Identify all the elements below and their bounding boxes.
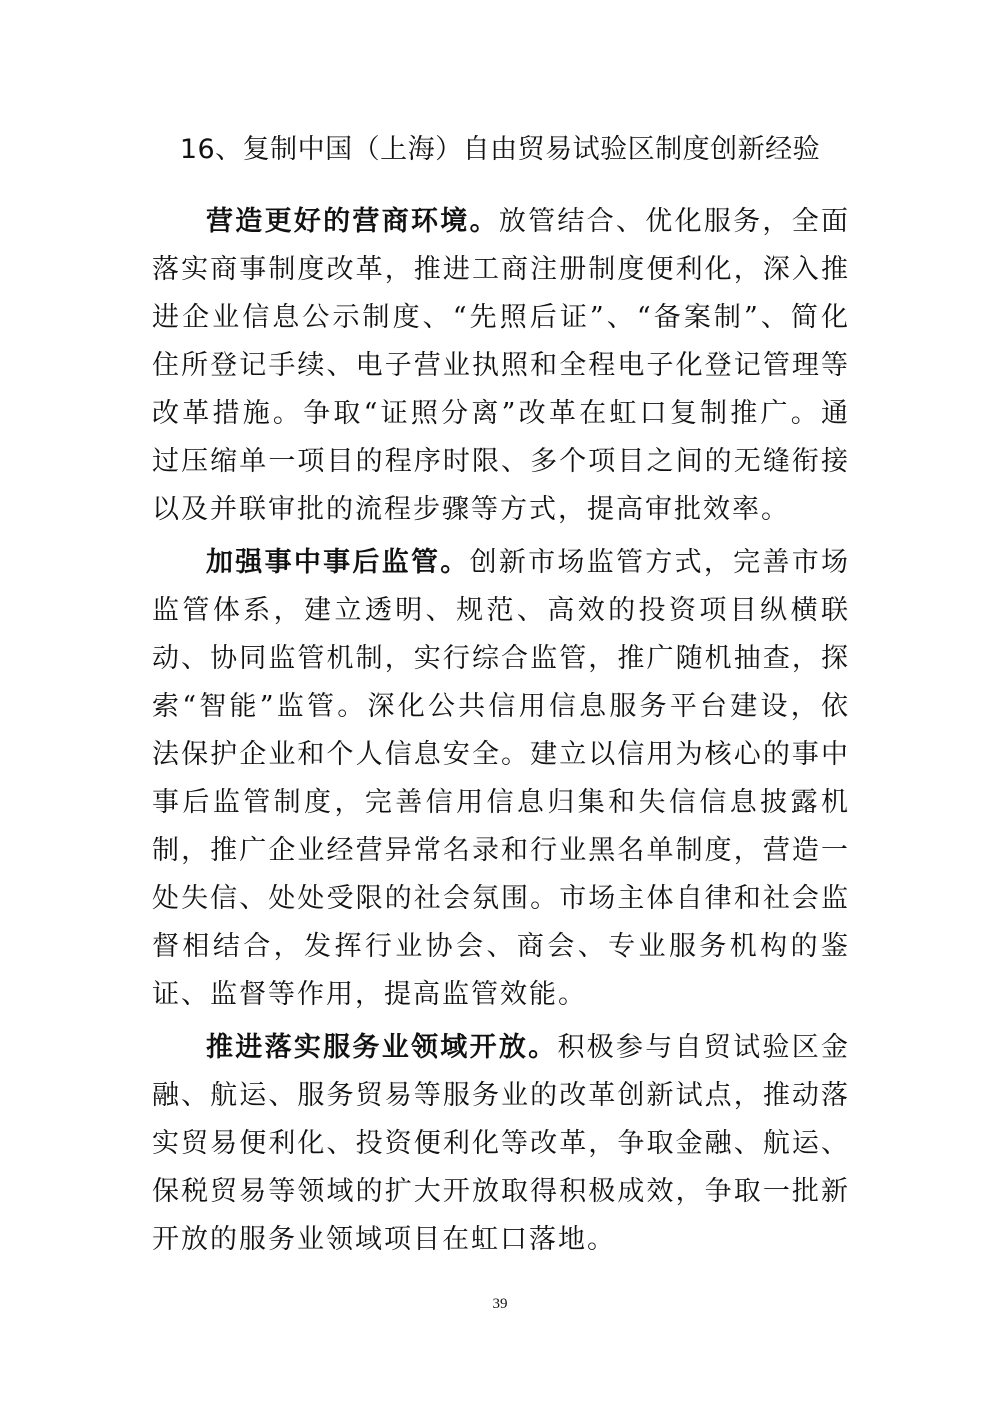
document-body — [152, 198, 850, 1264]
paragraph-supervision — [152, 539, 850, 1019]
paragraph-text: 创新市场监管方式，完善市场监管体系，建立透明、规范、高效的投资项目纵横联动、协同监管机制，实行综合监管，推广随机抽查，探索“智能”监管。深化公共信用信息服务平台建设，依法保护企业和个人信息安全。建立以信用为核心的事中事后监管制度，完善信用信息归集和失信信息披露机制，推广企业经营异常名录和行业黑名单制度，营造一处失信、处处受限的社会氛围。市场主体自律和社会监督相结合，发挥行业协会、商会、专业服务机构的鉴证、监督等作用，提高监管效能。 — [152, 547, 851, 1010]
paragraph-text: 积极参与自贸试验区金融、航运、服务贸易等服务业的改革创新试点，推动落实贸易便利化、投资便利化等改革，争取金融、航运、保税贸易等领域的扩大开放取得积极成效，争取一批新开放的服务业领域项目在虹口落地。 — [152, 1032, 851, 1255]
paragraph-lead: 推进落实服务业领域开放。 — [206, 1032, 558, 1063]
paragraph-text: 放管结合、优化服务，全面落实商事制度改革，推进工商注册制度便利化，深入推进企业信息公示制度、“先照后证”、“备案制”、简化住所登记手续、电子营业执照和全程电子化登记管理等改革措施。争取“证照分离”改革在虹口复制推广。通过压缩单一项目的程序时限、多个项目之间的无缝衔接以及并联审批的流程步骤等方式，提高审批效率。 — [152, 206, 851, 525]
paragraph-lead: 加强事中事后监管。 — [206, 547, 470, 578]
paragraph-service-opening — [152, 1024, 850, 1264]
paragraph-business-environment — [152, 198, 850, 534]
page-number: 39 — [492, 1296, 508, 1312]
paragraph-lead: 营造更好的营商环境。 — [206, 206, 499, 237]
section-title: 16、复制中国（上海）自由贸易试验区制度创新经验 — [179, 134, 821, 165]
